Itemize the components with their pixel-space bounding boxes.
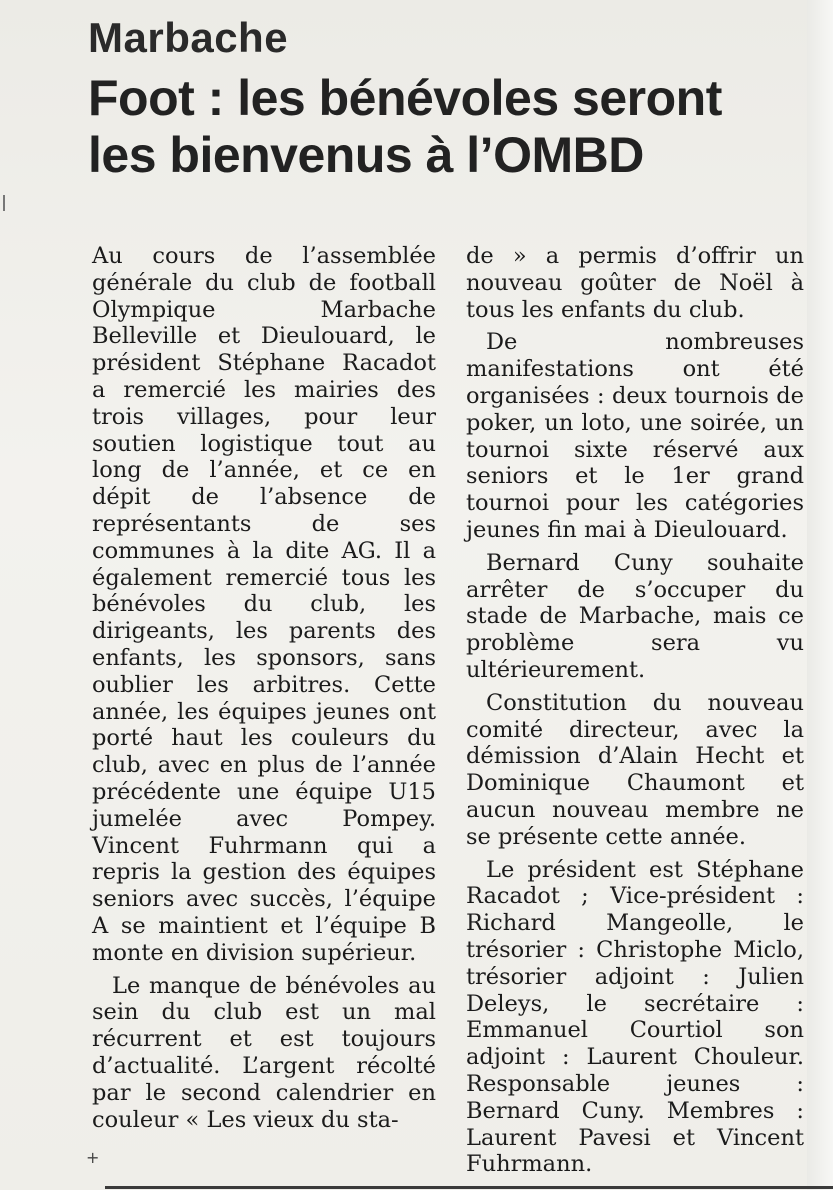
bleed-through-headline	[300, 176, 820, 236]
paragraph: Au cours de l’assemblée générale du club de football Olympique Marbache Belleville et Dieulouard, le président Stéphane Racadot a remercié les mairies des trois villages, pour leur soutien logistique tout au long de l’année, et ce en dépit de l’absence de représentants de ses communes à la dite AG. Il a également remercié tous les bénévoles du club, les dirigeants, les parents des enfants, les sponsors, sans oublier les arbitres. Cette année, les équipes jeunes ont porté haut les couleurs du club, avec en plus de l’année précédente une équipe U15 jumelée avec Pompey. Vincent Fuhrmann qui a repris la gestion des équipes seniors avec succès, l’équipe A se maintient et l’équipe B monte en division supérieur.	[92, 243, 436, 966]
scan-mark	[3, 195, 5, 211]
paragraph: Bernard Cuny souhaite arrêter de s’occuper du stade de Marbache, mais ce problème sera vu ultérieurement.	[466, 549, 804, 683]
bleed-through-text-top	[450, 0, 800, 20]
paragraph: Constitution du nouveau comité directeur, avec la démission d’Alain Hecht et Dominique Chaumont et aucun nouveau membre ne se présente cette année.	[466, 689, 804, 850]
article-column-left	[92, 243, 436, 1133]
paragraph: De nombreuses manifestations ont été organisées : deux tournois de poker, un loto, une soirée, un tournoi sixte réservé aux seniors et le 1er grand tournoi pour les catégories jeunes fin mai à Dieulouard.	[466, 329, 804, 543]
bottom-rule	[105, 1186, 833, 1189]
article-headline: Foot : les bénévoles seront les bienvenus à l’OMBD	[88, 70, 722, 183]
crop-mark: +	[86, 1148, 100, 1167]
article-kicker: Marbache	[88, 14, 289, 61]
article-column-right	[466, 243, 804, 1178]
paragraph: de » a permis d’offrir un nouveau goûter de Noël à tous les enfants du club.	[466, 243, 804, 323]
paragraph: Le manque de bénévoles au sein du club est un mal récurrent et est toujours d’actualité. L’argent récolté par le second calendrier en couleur « Les vieux du sta-	[92, 972, 436, 1133]
page-edge	[807, 0, 833, 1190]
paragraph: Le président est Stéphane Racadot ; Vice-président : Richard Mangeolle, le trésorier : Christophe Miclo, trésorier adjoint : Julien Deleys, le secrétaire : Emmanuel Courtiol son adjoint : Laurent Chouleur. Responsable jeunes : Bernard Cuny. Membres : Laurent Pavesi et Vincent Fuhrmann.	[466, 856, 804, 1178]
